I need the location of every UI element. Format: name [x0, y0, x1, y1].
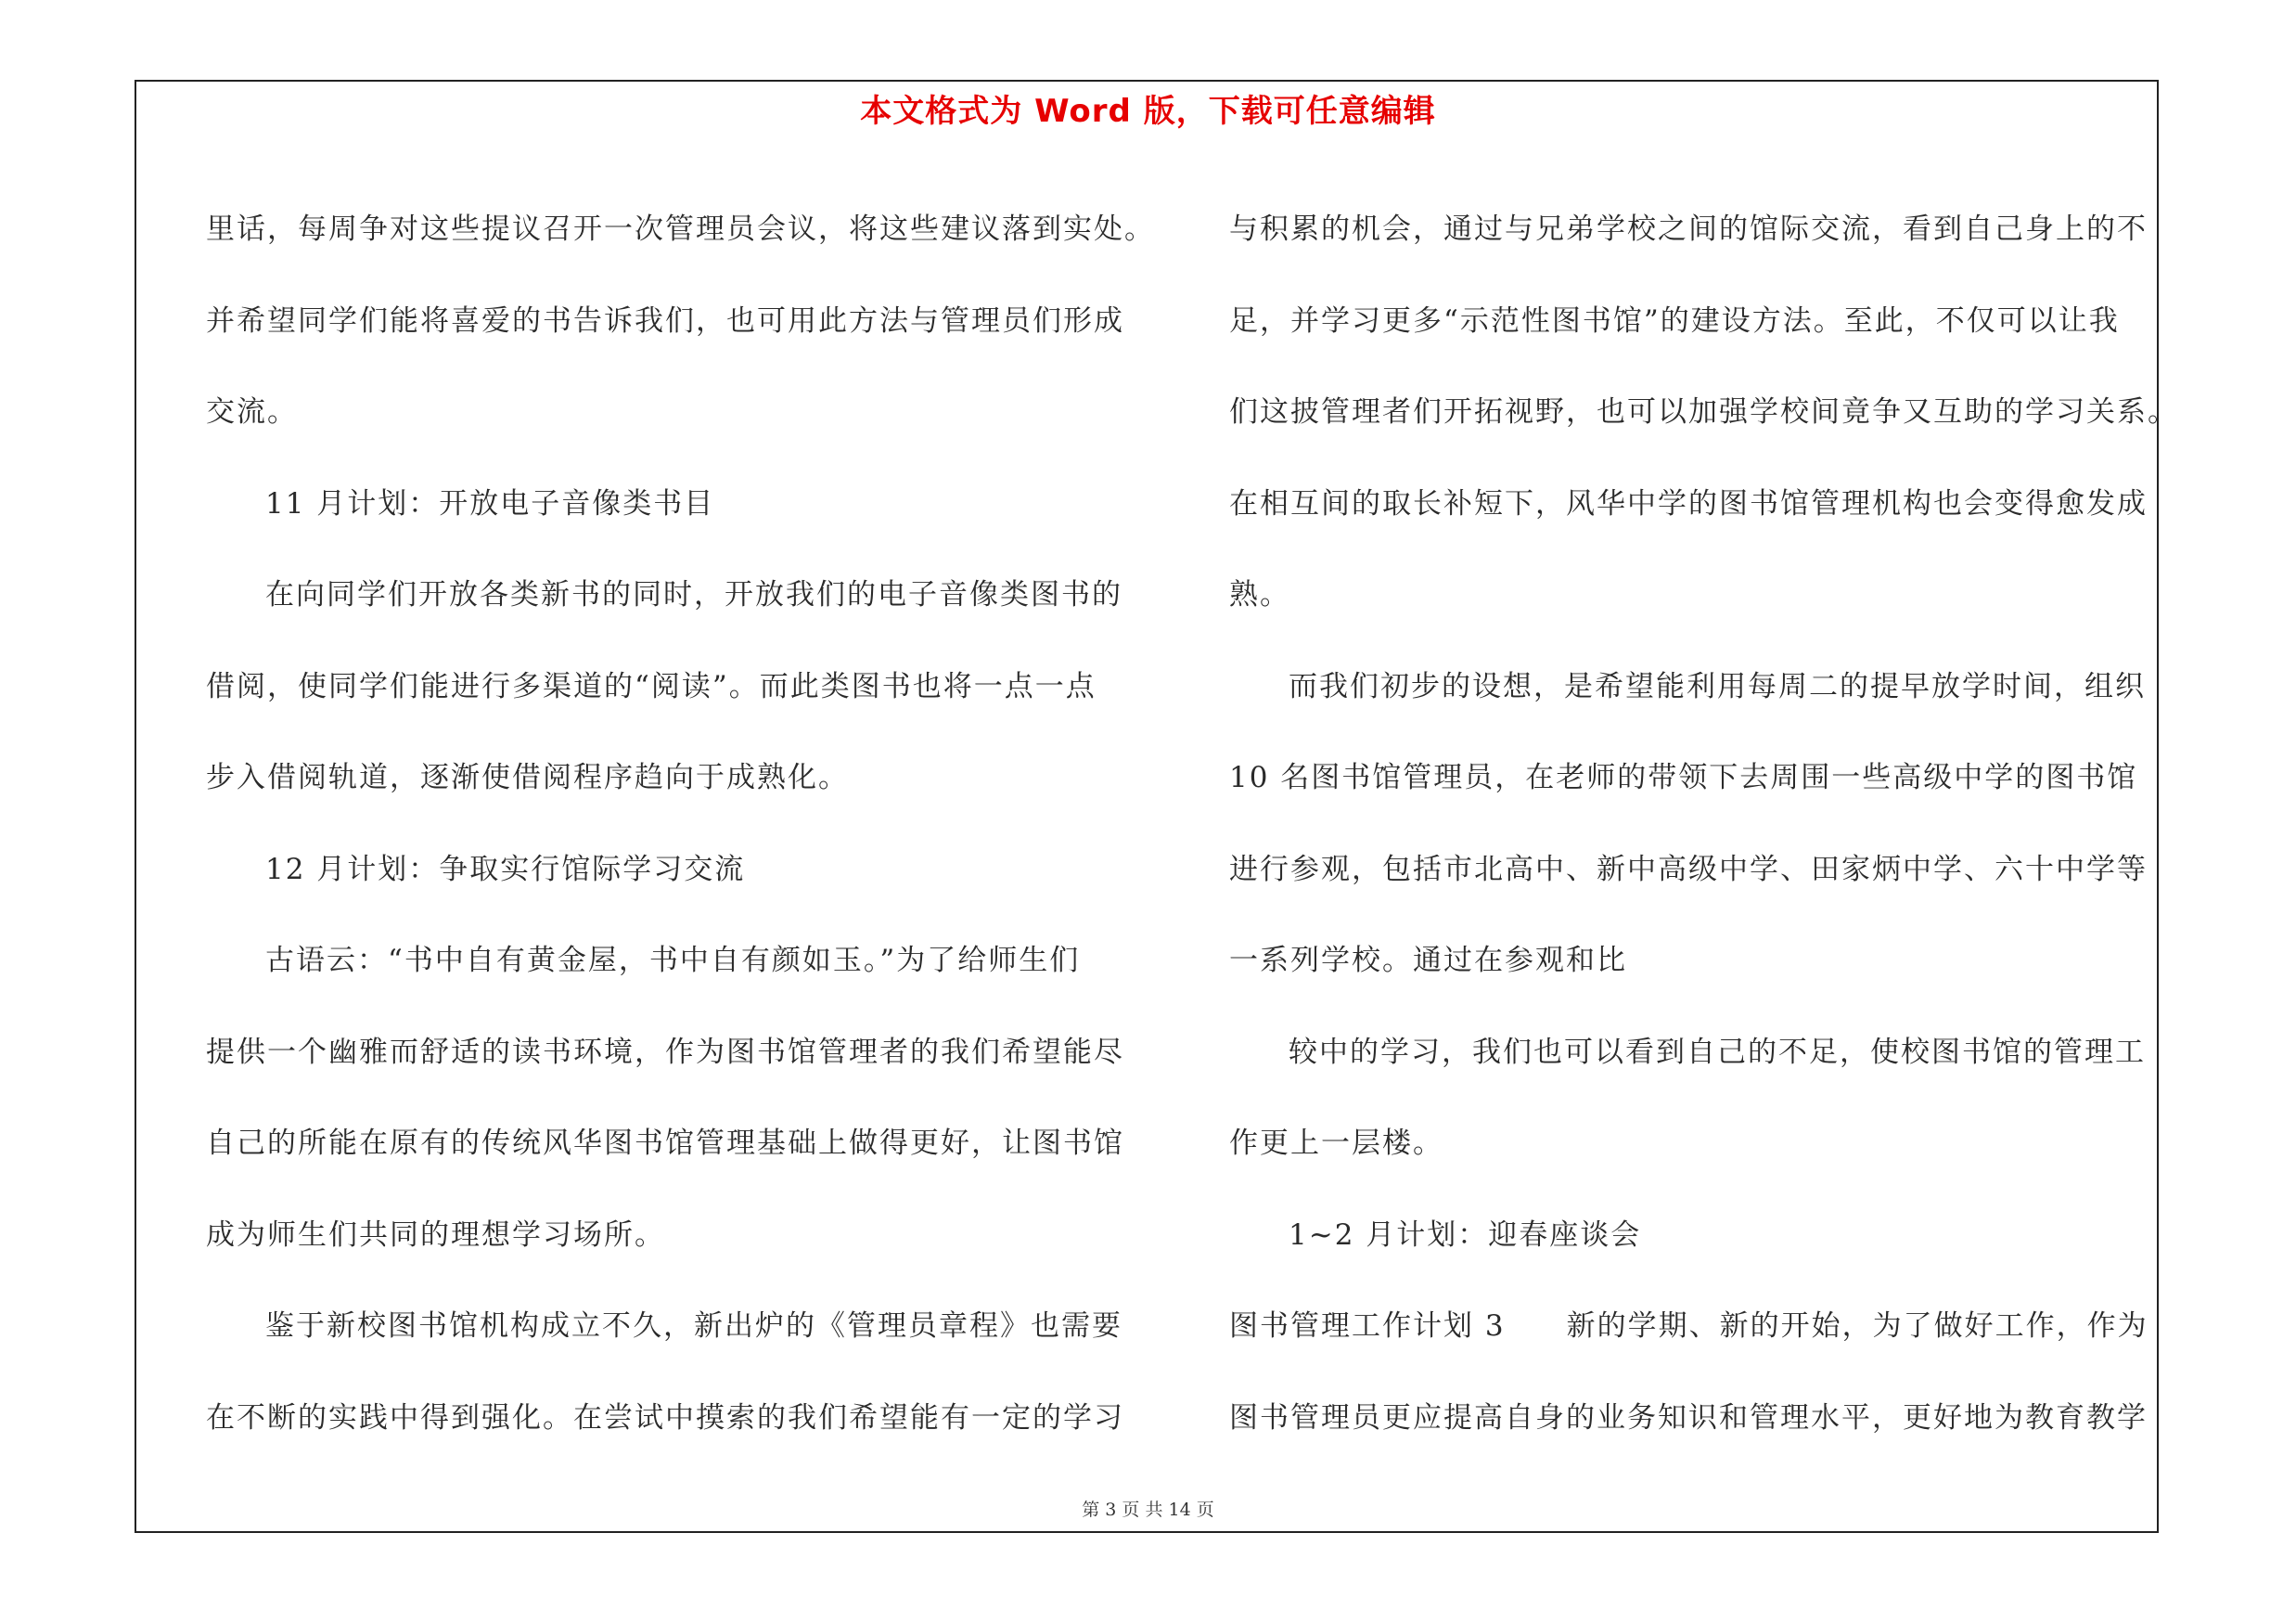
- text-line: 图书管理工作计划 3 新的学期、新的开始，为了做好工作，作为: [1229, 1309, 2148, 1343]
- text-line: 在相互间的取长补短下，风华中学的图书馆管理机构也会变得愈发成: [1229, 486, 2148, 521]
- page-number-footer: 第 3 页 共 14 页: [1082, 1500, 1214, 1520]
- text-line: 一系列学校。通过在参观和比: [1229, 944, 1627, 977]
- text-line: 图书管理员更应提高自身的业务知识和管理水平，更好地为教育教学: [1229, 1400, 2148, 1435]
- section-heading-december: 12 月计划：争取实行馆际学习交流: [265, 852, 746, 886]
- text-line: 里话，每周争对这些提议召开一次管理员会议，将这些建议落到实处。: [206, 213, 1155, 246]
- text-line: 而我们初步的设想，是希望能利用每周二的提早放学时间，组织: [1289, 669, 2146, 703]
- text-line: 提供一个幽雅而舒适的读书环境，作为图书馆管理者的我们希望能尽: [206, 1035, 1124, 1069]
- text-line: 借阅，使同学们能进行多渠道的“阅读”。而此类图书也将一点一点: [206, 669, 1097, 703]
- left-text-column: [206, 184, 1155, 1463]
- text-line: 在向同学们开放各类新书的同时，开放我们的电子音像类图书的: [265, 578, 1122, 612]
- text-line: 交流。: [206, 395, 298, 429]
- text-line: 在不断的实践中得到强化。在尝试中摸索的我们希望能有一定的学习: [206, 1400, 1124, 1435]
- text-line: 自己的所能在原有的传统风华图书馆管理基础上做得更好，让图书馆: [206, 1127, 1124, 1160]
- text-line: 作更上一层楼。: [1229, 1127, 1443, 1160]
- text-line: 熟。: [1229, 578, 1290, 612]
- text-line: 与积累的机会，通过与兄弟学校之间的馆际交流，看到自己身上的不: [1229, 213, 2148, 246]
- format-banner: 本文格式为 Word 版，下载可任意编辑: [860, 93, 1436, 130]
- section-heading-november: 11 月计划：开放电子音像类书目: [265, 486, 715, 521]
- text-line: 较中的学习，我们也可以看到自己的不足，使校图书馆的管理工: [1289, 1035, 2146, 1069]
- text-line: 鉴于新校图书馆机构成立不久，新出炉的《管理员章程》也需要: [265, 1309, 1122, 1343]
- text-line: 足，并学习更多“示范性图书馆”的建设方法。至此，不仅可以让我: [1229, 303, 2120, 338]
- text-line: 10 名图书馆管理员，在老师的带领下去周围一些高级中学的图书馆: [1229, 761, 2138, 794]
- text-line: 成为师生们共同的理想学习场所。: [206, 1217, 665, 1252]
- right-text-column: [1229, 184, 2178, 1463]
- text-line: 古语云：“书中自有黄金屋，书中自有颜如玉。”为了给师生们: [265, 944, 1081, 977]
- text-line: 并希望同学们能将喜爱的书告诉我们，也可用此方法与管理员们形成: [206, 303, 1124, 338]
- text-line: 进行参观，包括市北高中、新中高级中学、田家炳中学、六十中学等: [1229, 852, 2148, 886]
- text-line: 们这披管理者们开拓视野，也可以加强学校间竟争又互助的学习关系。: [1229, 395, 2178, 429]
- section-heading-jan-feb: 1~2 月计划：迎春座谈会: [1289, 1217, 1642, 1252]
- text-line: 步入借阅轨道，逐渐使借阅程序趋向于成熟化。: [206, 761, 849, 794]
